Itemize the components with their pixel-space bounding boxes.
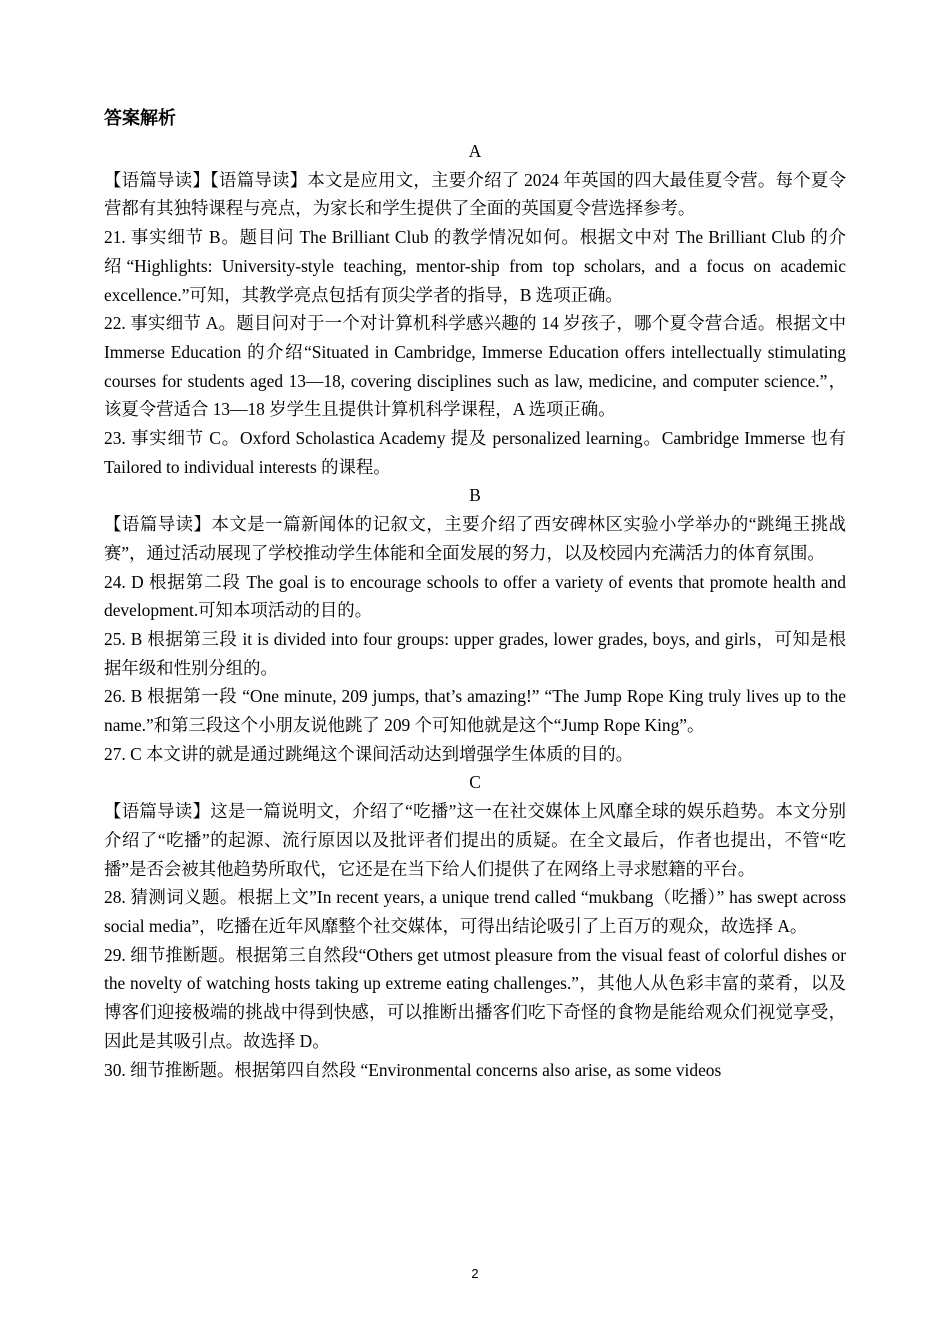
section-letter: A bbox=[468, 141, 482, 161]
answer-paragraph: 21. 事实细节 B。题目问 The Brilliant Club 的教学情况如何。根据文中对 The Brilliant Club 的介绍“Highlights: University-style teaching, mentor-ship from top scholars, and a focus on academic excellence.”可知，其教学亮点包括有顶尖学者的指导，B 选项正确。 bbox=[104, 227, 846, 305]
answer-paragraph: 24. D 根据第二段 The goal is to encourage schools to offer a variety of events that promote health and development.可知本项活动的目的。 bbox=[104, 571, 846, 621]
document-body bbox=[104, 104, 846, 1084]
answer-paragraph: 29. 细节推断题。根据第三自然段“Others get utmost pleasure from the visual feast of colorful dishes or the novelty of watching hosts taking up extreme eating challenges.”，其他人从色彩丰富的菜肴，以及博客们迎接极端的挑战中得到快感，可以推断出播客们吃下奇怪的食物是能给观众们视觉享受，因此是其吸引点。故选择 D。 bbox=[104, 944, 846, 1051]
section-a bbox=[104, 137, 846, 481]
section-b bbox=[104, 481, 846, 768]
answer-paragraph: 28. 猜测词义题。根据上文”In recent years, a unique trend called “mukbang（吃播）” has swept across social media”，吃播在近年风靡整个社交媒体，可得出结论吸引了上百万的观众，故选择 A。 bbox=[104, 887, 846, 936]
answer-paragraph: 23. 事实细节 C。Oxford Scholastica Academy 提及 personalized learning。Cambridge Immerse 也有 Tailored to individual interests 的课程。 bbox=[104, 428, 846, 477]
section-letter: C bbox=[469, 772, 481, 793]
answer-paragraph: 26. B 根据第一段 “One minute, 209 jumps, that’s amazing!” “The Jump Rope King truly lives up to the name.”和第三段这个小朋友说他跳了 209 个可知他就是这个“Jump Rope King”。 bbox=[104, 686, 846, 736]
answer-paragraph: 22. 事实细节 A。题目问对于一个对计算机科学感兴趣的 14 岁孩子，哪个夏令营合适。根据文中 Immerse Education 的介绍“Situated in Cambridge, Immerse Education offers intellectually stimulating courses for students aged 13—18, covering disciplines such as law, medicine, and computer science.”，该夏令营适合 13—18 岁学生且提供计算机科学课程，A 选项正确。 bbox=[104, 313, 846, 420]
reading-guide-paragraph: 【语篇导读】这是一篇说明文，介绍了“吃播”这一在社交媒体上风靡全球的娱乐趋势。本文分别介绍了“吃播”的起源、流行原因以及批评者们提出的质疑。在全文最后，作者也提出，不管“吃播”是否会被其他趋势所取代，它还是在当下给人们提供了在网络上寻求慰籍的平台。 bbox=[104, 801, 846, 879]
section-letter: B bbox=[469, 485, 481, 506]
answer-paragraph: 30. 细节推断题。根据第四自然段 “Environmental concerns also arise, as some videos bbox=[104, 1059, 722, 1080]
page-title: 答案解析 bbox=[104, 108, 176, 129]
reading-guide-paragraph: 【语篇导读】【语篇导读】本文是应用文，主要介绍了 2024 年英国的四大最佳夏令营。每个夏令营都有其独特课程与亮点，为家长和学生提供了全面的英国夏令营选择参考。 bbox=[104, 169, 846, 219]
answer-paragraph: 27. C 本文讲的就是通过跳绳这个课间活动达到增强学生体质的目的。 bbox=[104, 743, 633, 764]
section-c bbox=[104, 768, 846, 1084]
reading-guide-paragraph: 【语篇导读】本文是一篇新闻体的记叙文，主要介绍了西安碑林区实验小学举办的“跳绳王挑战赛”，通过活动展现了学校推动学生体能和全面发展的努力，以及校园内充满活力的体育氛围。 bbox=[104, 514, 846, 563]
answer-paragraph: 25. B 根据第三段 it is divided into four groups: upper grades, lower grades, boys, and girls，可知是根据年级和性别分组的。 bbox=[104, 628, 846, 678]
page-number: 2 bbox=[471, 1266, 479, 1281]
